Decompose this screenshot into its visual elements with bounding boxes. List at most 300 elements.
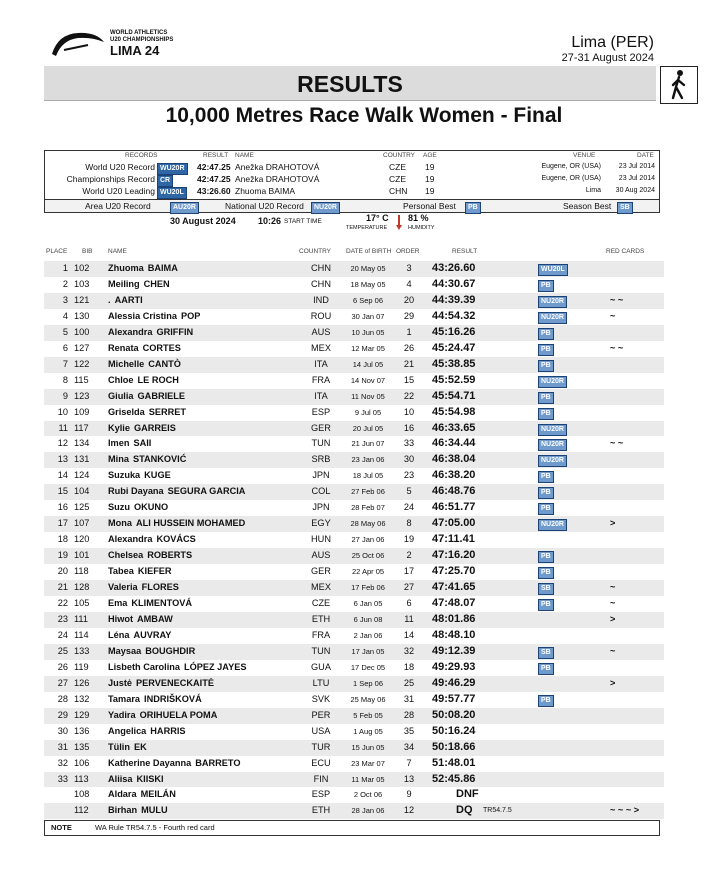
- athlete-last-name: CORTES: [142, 342, 181, 353]
- bib-cell: 129: [74, 709, 90, 720]
- order-cell: 25: [403, 677, 415, 688]
- dob-cell: 23 Mar 07: [351, 758, 385, 768]
- dob-cell: 12 Mar 05: [351, 343, 385, 353]
- performance-badge: SB: [538, 583, 554, 595]
- athlete-first-name: .: [108, 294, 111, 305]
- place-cell: 25: [57, 645, 68, 656]
- performance-badge: PB: [538, 360, 554, 372]
- athlete-first-name: Alessia Cristina: [108, 310, 177, 321]
- temperature-value: 17° C: [366, 213, 389, 223]
- dob-cell: 6 Jan 05: [353, 599, 383, 609]
- performance-badge: PB: [538, 280, 554, 292]
- red-cards-cell: ~ ~: [610, 438, 624, 449]
- order-cell: 17: [403, 566, 415, 577]
- start-time-label: START TIME: [284, 218, 322, 225]
- result-row: [44, 293, 664, 309]
- result-row: [44, 436, 664, 452]
- performance-badge: PB: [538, 392, 554, 404]
- athlete-first-name: Aliisa: [108, 773, 133, 784]
- result-row: [44, 772, 664, 788]
- athlete-first-name: Lisbeth Carolina: [108, 661, 180, 672]
- performance-badge: PB: [538, 695, 554, 707]
- athlete-name: [108, 598, 192, 608]
- order-cell: 27: [403, 582, 415, 593]
- athlete-last-name: SEGURA GARCIA: [167, 486, 246, 497]
- place-cell: 3: [62, 294, 68, 305]
- athlete-last-name: OKUNO: [133, 502, 169, 513]
- athlete-name: [108, 726, 186, 736]
- athlete-name: [108, 550, 192, 560]
- dob-cell: 22 Apr 05: [351, 567, 385, 577]
- country-cell: MEX: [311, 582, 331, 593]
- record-code-badge: CR: [157, 175, 173, 187]
- bib-cell: 117: [74, 422, 89, 433]
- result-row: [44, 676, 664, 692]
- result-row: [44, 516, 664, 532]
- bib-cell: 121: [74, 294, 90, 305]
- athlete-first-name: Mona: [108, 518, 132, 529]
- athlete-name: [108, 375, 179, 385]
- country-cell: TUN: [311, 645, 331, 656]
- bib-cell: 123: [74, 390, 90, 401]
- order-cell: 3: [406, 263, 412, 273]
- place-cell: 5: [62, 326, 68, 337]
- place-cell: 33: [57, 773, 68, 784]
- dob-cell: 25 May 06: [350, 694, 386, 704]
- athlete-name: [108, 327, 193, 337]
- record-row: [45, 186, 659, 198]
- result-cell: 47:41.65: [432, 581, 476, 594]
- dob-cell: 17 Dec 05: [350, 662, 386, 672]
- dob-cell: 28 Jan 06: [351, 806, 385, 816]
- result-row: [44, 756, 664, 772]
- result-row: [44, 708, 664, 724]
- result-cell: 45:52.59: [432, 373, 476, 386]
- country-cell: GUA: [311, 661, 331, 672]
- athlete-name: [108, 359, 181, 369]
- red-cards-cell: ~: [610, 310, 616, 321]
- performance-badge: NU20R: [538, 312, 567, 324]
- athlete-name: [108, 502, 168, 512]
- athlete-name: [108, 454, 186, 464]
- performance-badge: NU20R: [538, 519, 567, 531]
- result-cell: 49:12.39: [432, 644, 476, 657]
- bib-cell: 131: [74, 454, 90, 465]
- records-box: [44, 150, 660, 213]
- athlete-last-name: KIEFER: [137, 566, 172, 577]
- place-cell: 28: [57, 693, 68, 704]
- athlete-name: [108, 789, 176, 799]
- result-cell: 46:48.76: [432, 485, 476, 498]
- order-cell: 24: [403, 502, 415, 513]
- venue-city: Lima (PER): [571, 34, 654, 51]
- bib-cell: 126: [74, 677, 90, 688]
- red-cards-cell: >: [610, 677, 616, 688]
- place-cell: 9: [62, 390, 68, 401]
- athlete-first-name: Griselda: [108, 406, 145, 417]
- result-cell: 47:25.70: [432, 565, 476, 578]
- place-cell: 11: [58, 422, 68, 433]
- dob-column-header: DATE of BIRTH: [346, 248, 392, 255]
- area-record-badge: AU20R: [170, 202, 199, 214]
- athlete-last-name: GARREIS: [133, 422, 176, 433]
- athlete-name: [108, 678, 214, 688]
- result-row: [44, 500, 664, 516]
- order-cell: 29: [403, 310, 415, 321]
- dob-cell: 18 May 05: [350, 279, 386, 289]
- result-cell: 49:29.93: [432, 660, 476, 673]
- area-record-label: Area U20 Record: [85, 201, 151, 211]
- place-cell: 14: [57, 470, 68, 481]
- bib-cell: 102: [74, 263, 90, 273]
- athlete-first-name: Tamara: [108, 693, 141, 704]
- logo-line-3: LIMA 24: [110, 43, 160, 58]
- record-country: CHN: [389, 186, 408, 196]
- performance-badge: NU20R: [538, 455, 567, 467]
- place-cell: 4: [62, 310, 68, 321]
- country-cell: ETH: [311, 613, 331, 624]
- result-cell: 45:24.47: [432, 341, 476, 354]
- dob-cell: 21 Jun 07: [351, 439, 385, 449]
- country-cell: AUS: [311, 550, 331, 561]
- result-cell: 46:33.65: [432, 421, 476, 434]
- athlete-first-name: Tülin: [108, 741, 130, 752]
- rule-note: TR54.7.5: [483, 807, 512, 815]
- place-cell: 8: [62, 374, 68, 385]
- result-cell: 51:48.01: [432, 756, 476, 769]
- athlete-name: [108, 534, 196, 544]
- athlete-name: [108, 582, 179, 592]
- result-cell: 46:51.77: [432, 501, 476, 514]
- athlete-last-name: KOVÁCS: [156, 534, 196, 545]
- dob-cell: 28 May 06: [350, 519, 386, 529]
- result-cell: 47:16.20: [432, 549, 476, 562]
- dob-cell: 17 Feb 06: [351, 583, 385, 593]
- result-cell: DQ: [456, 804, 473, 817]
- place-cell: 6: [62, 342, 68, 353]
- result-row: [44, 357, 664, 373]
- bib-cell: 103: [74, 278, 90, 289]
- order-cell: 4: [406, 278, 412, 289]
- race-conditions: [0, 213, 728, 235]
- result-row: [44, 532, 664, 548]
- result-cell: 44:39.39: [432, 293, 476, 306]
- record-date: 23 Jul 2014: [618, 163, 655, 170]
- red-cards-cell: ~: [610, 645, 616, 656]
- athlete-name: [108, 710, 217, 720]
- note-box: [44, 820, 660, 836]
- order-cell: 7: [406, 757, 412, 768]
- athlete-name: [108, 311, 200, 321]
- result-row: [44, 421, 664, 437]
- result-row: [44, 389, 664, 405]
- place-cell: 20: [57, 566, 68, 577]
- result-cell: 48:01.86: [432, 612, 476, 625]
- bib-cell: 107: [74, 518, 90, 529]
- country-cell: ROU: [310, 310, 332, 321]
- dob-cell: 15 Jun 05: [351, 742, 385, 752]
- result-row: [44, 277, 664, 293]
- bib-cell: 135: [74, 741, 90, 752]
- dob-cell: 20 May 05: [350, 264, 386, 273]
- performance-badge: PB: [538, 344, 554, 356]
- order-cell: 12: [403, 805, 415, 816]
- country-cell: MEX: [311, 342, 331, 353]
- athlete-first-name: Yadira: [108, 709, 136, 720]
- athlete-name: [108, 805, 168, 815]
- place-cell: 1: [62, 263, 68, 273]
- athlete-last-name: EK: [133, 741, 147, 752]
- athlete-first-name: Maysaa: [108, 645, 142, 656]
- bib-cell: 132: [74, 693, 90, 704]
- record-athlete: Anežka DRAHOTOVÁ: [235, 162, 320, 172]
- result-cell: 47:11.41: [432, 533, 475, 546]
- bib-cell: 118: [74, 566, 89, 577]
- country-cell: GER: [311, 566, 331, 577]
- record-row: [45, 162, 659, 174]
- athlete-first-name: Mina: [108, 454, 129, 465]
- dob-cell: 30 Jan 07: [351, 311, 385, 321]
- red-cards-cell: ~: [610, 582, 616, 593]
- bib-cell: 127: [74, 342, 90, 353]
- athlete-first-name: Zhuoma: [108, 263, 144, 273]
- personal-best-label: Personal Best: [403, 201, 456, 211]
- country-cell: IND: [313, 294, 329, 305]
- personal-best-badge: PB: [465, 202, 481, 214]
- logo-line-1: WORLD ATHLETICS: [110, 30, 168, 36]
- result-cell: 44:54.32: [432, 309, 476, 322]
- order-cell: 33: [403, 438, 415, 449]
- order-cell: 2: [406, 550, 412, 561]
- athlete-last-name: KUGE: [144, 470, 171, 481]
- place-cell: 32: [57, 757, 68, 768]
- national-record-label: National U20 Record: [225, 201, 304, 211]
- result-row: [44, 564, 664, 580]
- bib-cell: 124: [74, 470, 90, 481]
- place-cell: 26: [57, 661, 68, 672]
- athlete-first-name: Renata: [108, 342, 139, 353]
- temperature-label: TEMPERATURE: [346, 225, 388, 231]
- performance-badge: NU20R: [538, 296, 567, 308]
- record-country: CZE: [389, 174, 406, 184]
- dob-cell: 11 Nov 05: [351, 391, 385, 401]
- result-cell: 45:54.71: [432, 389, 476, 402]
- athlete-first-name: Justė: [108, 677, 133, 688]
- red-cards-cell: ~ ~ ~ >: [610, 805, 640, 816]
- result-cell: 45:54.98: [432, 405, 476, 418]
- result-column-header: RESULT: [452, 248, 478, 255]
- season-best-label: Season Best: [563, 201, 612, 211]
- country-cell: ETH: [311, 805, 331, 816]
- order-cell: 18: [403, 661, 415, 672]
- race-walk-icon: [660, 66, 698, 104]
- event-title: 10,000 Metres Race Walk Women - Final: [165, 104, 563, 127]
- red-cards-cell: >: [610, 518, 616, 529]
- order-cell: 6: [406, 598, 412, 609]
- record-country: CZE: [389, 162, 406, 172]
- record-code-badge: WU20R: [157, 163, 188, 175]
- country-cell: PER: [311, 709, 331, 720]
- dob-cell: 9 Jul 05: [354, 407, 382, 417]
- athlete-last-name: BARRETO: [195, 757, 241, 768]
- record-date: 30 Aug 2024: [615, 187, 655, 194]
- athlete-last-name: AARTI: [114, 294, 143, 305]
- athlete-name: [108, 614, 173, 624]
- country-cell: LTU: [312, 677, 330, 688]
- result-cell: 47:48.07: [432, 597, 476, 610]
- athlete-first-name: Alexandra: [108, 326, 153, 337]
- place-cell: 18: [57, 534, 68, 545]
- athlete-last-name: PERVENECKAITĖ: [136, 677, 214, 688]
- place-cell: 27: [57, 677, 68, 688]
- order-cell: 16: [403, 422, 415, 433]
- athlete-first-name: Tabea: [108, 566, 134, 577]
- athlete-name: [108, 279, 170, 289]
- athlete-name: [108, 423, 176, 433]
- place-cell: 2: [62, 278, 68, 289]
- result-row: [44, 660, 664, 676]
- athlete-name: [108, 758, 241, 768]
- athlete-last-name: POP: [180, 310, 201, 321]
- national-record-badge: NU20R: [311, 202, 340, 214]
- country-cell: CHN: [311, 278, 331, 289]
- performance-badge: PB: [538, 663, 554, 675]
- athlete-last-name: ROBERTS: [147, 550, 193, 561]
- place-cell: 13: [57, 454, 68, 465]
- order-cell: 34: [403, 741, 415, 752]
- result-row: [44, 452, 664, 468]
- country-cell: GER: [311, 422, 331, 433]
- country-cell: ESP: [311, 789, 331, 800]
- bib-cell: 133: [74, 645, 90, 656]
- bib-cell: 125: [74, 502, 90, 513]
- bib-cell: 100: [74, 326, 90, 337]
- athlete-first-name: Giulia: [108, 390, 134, 401]
- bib-cell: 113: [74, 773, 89, 784]
- red-cards-cell: ~ ~: [610, 342, 624, 353]
- athlete-last-name: SERRET: [148, 406, 187, 417]
- athlete-first-name: Angelica: [108, 725, 147, 736]
- country-cell: ECU: [311, 757, 331, 768]
- note-text: WA Rule TR54.7.5 - Fourth red card: [95, 823, 215, 832]
- place-cell: 10: [57, 406, 68, 417]
- dob-cell: 1 Sep 06: [352, 678, 384, 688]
- date-header: DATE: [637, 152, 654, 159]
- records-legend: [45, 199, 659, 212]
- result-cell: 46:34.44: [432, 437, 476, 450]
- athlete-first-name: Suzuka: [108, 470, 141, 481]
- record-age: 19: [425, 174, 435, 184]
- age-header: AGE: [423, 152, 437, 159]
- performance-badge: PB: [538, 567, 554, 579]
- country-cell: HUN: [311, 534, 331, 545]
- athlete-last-name: FLORES: [141, 582, 179, 593]
- order-cell: 30: [403, 454, 415, 465]
- page-title: RESULTS: [44, 66, 656, 101]
- athlete-first-name: Aldara: [108, 789, 137, 800]
- dob-cell: 27 Feb 06: [351, 487, 385, 497]
- result-header: RESULT: [203, 152, 229, 159]
- performance-badge: NU20R: [538, 376, 567, 388]
- bib-cell: 130: [74, 310, 90, 321]
- season-best-badge: SB: [617, 202, 633, 214]
- athlete-first-name: Imen: [108, 438, 130, 449]
- athlete-first-name: Meiling: [108, 278, 140, 289]
- record-result: 42:47.25: [197, 162, 231, 172]
- record-venue: Eugene, OR (USA): [541, 175, 601, 182]
- result-row: [44, 373, 664, 389]
- order-cell: 32: [403, 645, 415, 656]
- country-cell: USA: [311, 725, 331, 736]
- record-athlete: Anežka DRAHOTOVÁ: [235, 174, 320, 184]
- country-cell: COL: [311, 486, 331, 497]
- results-table: [44, 261, 664, 819]
- bib-cell: 101: [74, 550, 90, 561]
- result-cell: 50:16.24: [432, 724, 476, 737]
- bib-cell: 115: [74, 374, 89, 385]
- performance-badge: NU20R: [538, 439, 567, 451]
- result-row: [44, 803, 664, 819]
- athlete-name: [108, 486, 245, 496]
- record-label: World U20 Leading: [82, 186, 155, 196]
- country-cell: FRA: [311, 374, 331, 385]
- performance-badge: PB: [538, 487, 554, 499]
- country-cell: ITA: [314, 358, 328, 369]
- result-row: [44, 405, 664, 421]
- result-row: [44, 341, 664, 357]
- record-row: [45, 174, 659, 186]
- name-header: NAME: [235, 152, 254, 159]
- record-label: World U20 Record: [85, 162, 155, 172]
- record-result: 42:47.25: [197, 174, 231, 184]
- athlete-last-name: MEILÁN: [140, 789, 176, 800]
- dob-cell: 17 Jan 05: [351, 646, 385, 656]
- record-result: 43:26.60: [197, 186, 231, 196]
- athlete-last-name: ALI HUSSEIN MOHAMED: [136, 518, 246, 529]
- performance-badge: WU20L: [538, 264, 568, 276]
- record-athlete: Zhuoma BAIMA: [235, 186, 295, 196]
- result-cell: 52:45.86: [432, 772, 476, 785]
- athlete-name: [108, 694, 202, 704]
- result-cell: 44:30.67: [432, 277, 476, 290]
- athlete-first-name: Michelle: [108, 358, 145, 369]
- performance-badge: PB: [538, 599, 554, 611]
- result-row: [44, 612, 664, 628]
- country-cell: TUN: [311, 438, 331, 449]
- result-cell: 46:38.04: [432, 453, 476, 466]
- performance-badge: PB: [538, 408, 554, 420]
- athlete-last-name: BAIMA: [147, 263, 178, 273]
- place-cell: 22: [57, 598, 68, 609]
- bib-cell: 114: [74, 629, 89, 640]
- order-column-header: ORDER: [396, 248, 420, 255]
- bib-cell: 111: [74, 613, 88, 624]
- dob-cell: 1 Aug 05: [353, 726, 383, 736]
- bib-cell: 128: [74, 582, 90, 593]
- country-cell: ESP: [311, 406, 331, 417]
- dob-cell: 2 Oct 06: [353, 790, 383, 800]
- name-column-header: NAME: [108, 248, 127, 255]
- result-cell: 49:57.77: [432, 692, 476, 705]
- result-row: [44, 580, 664, 596]
- order-cell: 13: [403, 773, 415, 784]
- athlete-last-name: GABRIELE: [137, 390, 186, 401]
- order-cell: 9: [406, 789, 412, 800]
- performance-badge: PB: [538, 551, 554, 563]
- result-row: [44, 628, 664, 644]
- result-cell: 45:16.26: [432, 325, 476, 338]
- result-row: [44, 325, 664, 341]
